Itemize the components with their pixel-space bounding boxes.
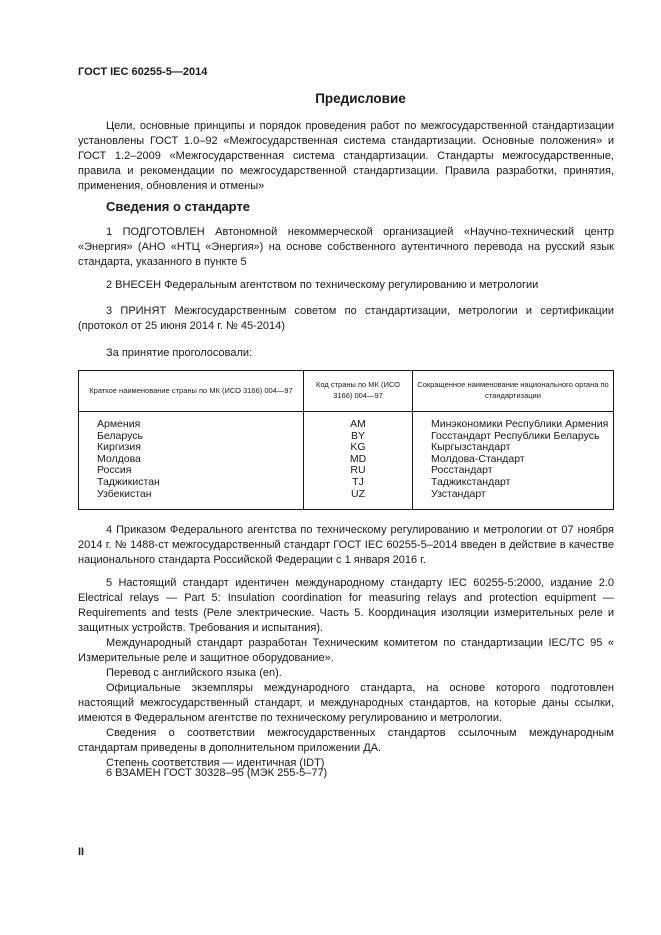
item-6-text: 6 ВЗАМЕН ГОСТ 30328–95 (МЭК 255-5–77) [106, 767, 328, 779]
item-5 [78, 576, 614, 771]
country-cell: Молдова [97, 452, 141, 465]
country-cell: Беларусь [97, 429, 143, 442]
intro-paragraph [78, 119, 614, 194]
item-5-copies: Официальные экземпляры международного стандарта, на основе которого подготовлен настоящий межгосударственный стандарт, и международных стандартов, на которые даны ссылки, имеются в Федеральном агентстве по техническому регулированию и метрологии. [78, 682, 614, 724]
country-cell: Узбекистан [97, 487, 152, 500]
item-2 [78, 278, 614, 293]
item-3 [78, 304, 614, 334]
code-column [304, 412, 413, 510]
body-cell: Госстандарт Республики Беларусь [431, 429, 600, 442]
country-cell: Россия [97, 464, 132, 477]
body-cell: Таджикстандарт [431, 475, 511, 488]
item-4 [78, 523, 614, 568]
vote-label [78, 346, 614, 361]
header-code: Код страны по МК (ИСО 3166) 004—97 [304, 371, 413, 412]
code-cell: TJ [352, 475, 364, 488]
vote-label-text: За принятие проголосовали: [106, 347, 253, 359]
table-header-row [79, 371, 614, 412]
code-cell: BY [350, 429, 365, 442]
body-cell: Росстандарт [431, 464, 493, 477]
item-1-text: 1 ПОДГОТОВЛЕН Автономной некоммерческой организацией «Научно-технический центр «Энергия» (АНО «НТЦ «Энергия») на основе собственного аутентичного перевода на русский язык стандарта, указанного в пункте 5 [78, 226, 614, 268]
item-6 [78, 766, 614, 781]
body-cell: Узстандарт [431, 487, 486, 500]
country-column [79, 412, 304, 510]
code-cell: AM [350, 418, 366, 430]
item-5-developer: Международный стандарт разработан Техническим комитетом по стандартизации IEC/TC 95 « Измерительные реле и защитное оборудование». [78, 637, 614, 664]
item-3-text: 3 ПРИНЯТ Межгосударственным советом по стандартизации, метрологии и сертификации (протокол от 25 июня 2014 г. № 45-2014) [78, 305, 614, 332]
code-cell: RU [350, 464, 366, 477]
table-row [79, 412, 614, 510]
body-cell: Молдова-Стандарт [431, 452, 525, 465]
code-cell: KG [350, 441, 366, 454]
section-title: Сведения о стандарте [106, 199, 251, 214]
item-5-degree: Степень соответствия — идентичная (IDT) [106, 757, 325, 769]
document-header: ГОСТ IEC 60255-5—2014 [78, 66, 208, 78]
country-cell: Таджикистан [97, 475, 160, 488]
body-cell: Кыргызстандарт [431, 441, 511, 454]
header-body: Сокращенное наименование национального органа по стандартизации [413, 371, 614, 412]
item-5-conformity: Сведения о соответствии межгосударственных стандартов ссылочным международным стандартам приведены в дополнительном приложении ДА. [78, 727, 614, 754]
code-cell: MD [349, 452, 367, 465]
item-5-text: 5 Настоящий стандарт идентичен международному стандарту IEC 60255-5:2000, издание 2.0 Electrical relays — Part 5: Insulation coordination for measuring relays and protection equipment — Requirements and tests (Реле электрические. Часть 5. Координация изоляции измерительных реле и защитных устройств. Требования и испытания). [78, 577, 614, 634]
item-4-text: 4 Приказом Федерального агентства по техническому регулированию и метрологии от 07 ноября 2014 г. № 1488-ст межгосударственный стандарт ГОСТ IEC 60255-5–2014 введен в действие в качестве национального стандарта Российской Федерации с 1 января 2016 г. [78, 524, 614, 566]
header-country: Краткое наименование страны по МК (ИСО 3166) 004—97 [79, 371, 304, 412]
code-cell: UZ [351, 487, 365, 500]
item-1 [78, 225, 614, 270]
page-number: II [78, 846, 85, 858]
item-5-translation: Перевод с английского языка (en). [106, 667, 282, 679]
preface-title: Предисловие [315, 91, 406, 106]
item-2-text: 2 ВНЕСЕН Федеральным агентством по техническому регулированию и метрологии [106, 279, 539, 291]
body-cell: Минэкономики Республики Армения [431, 418, 609, 430]
country-cell: Киргизия [97, 441, 141, 454]
body-column [413, 412, 614, 510]
voting-table [78, 370, 614, 510]
intro-text: Цели, основные принципы и порядок проведения работ по межгосударственной стандартизации установлены ГОСТ 1.0–92 «Межгосударственная система стандартизации. Основные положения» и ГОСТ 1.2–2009 «Межгосударственная система стандартизации. Стандарты межгосударственные, правила и рекомендации по межгосударственной стандартизации. Правила разработки, принятия, применения, обновления и отмены» [78, 120, 614, 192]
country-cell: Армения [97, 418, 141, 430]
